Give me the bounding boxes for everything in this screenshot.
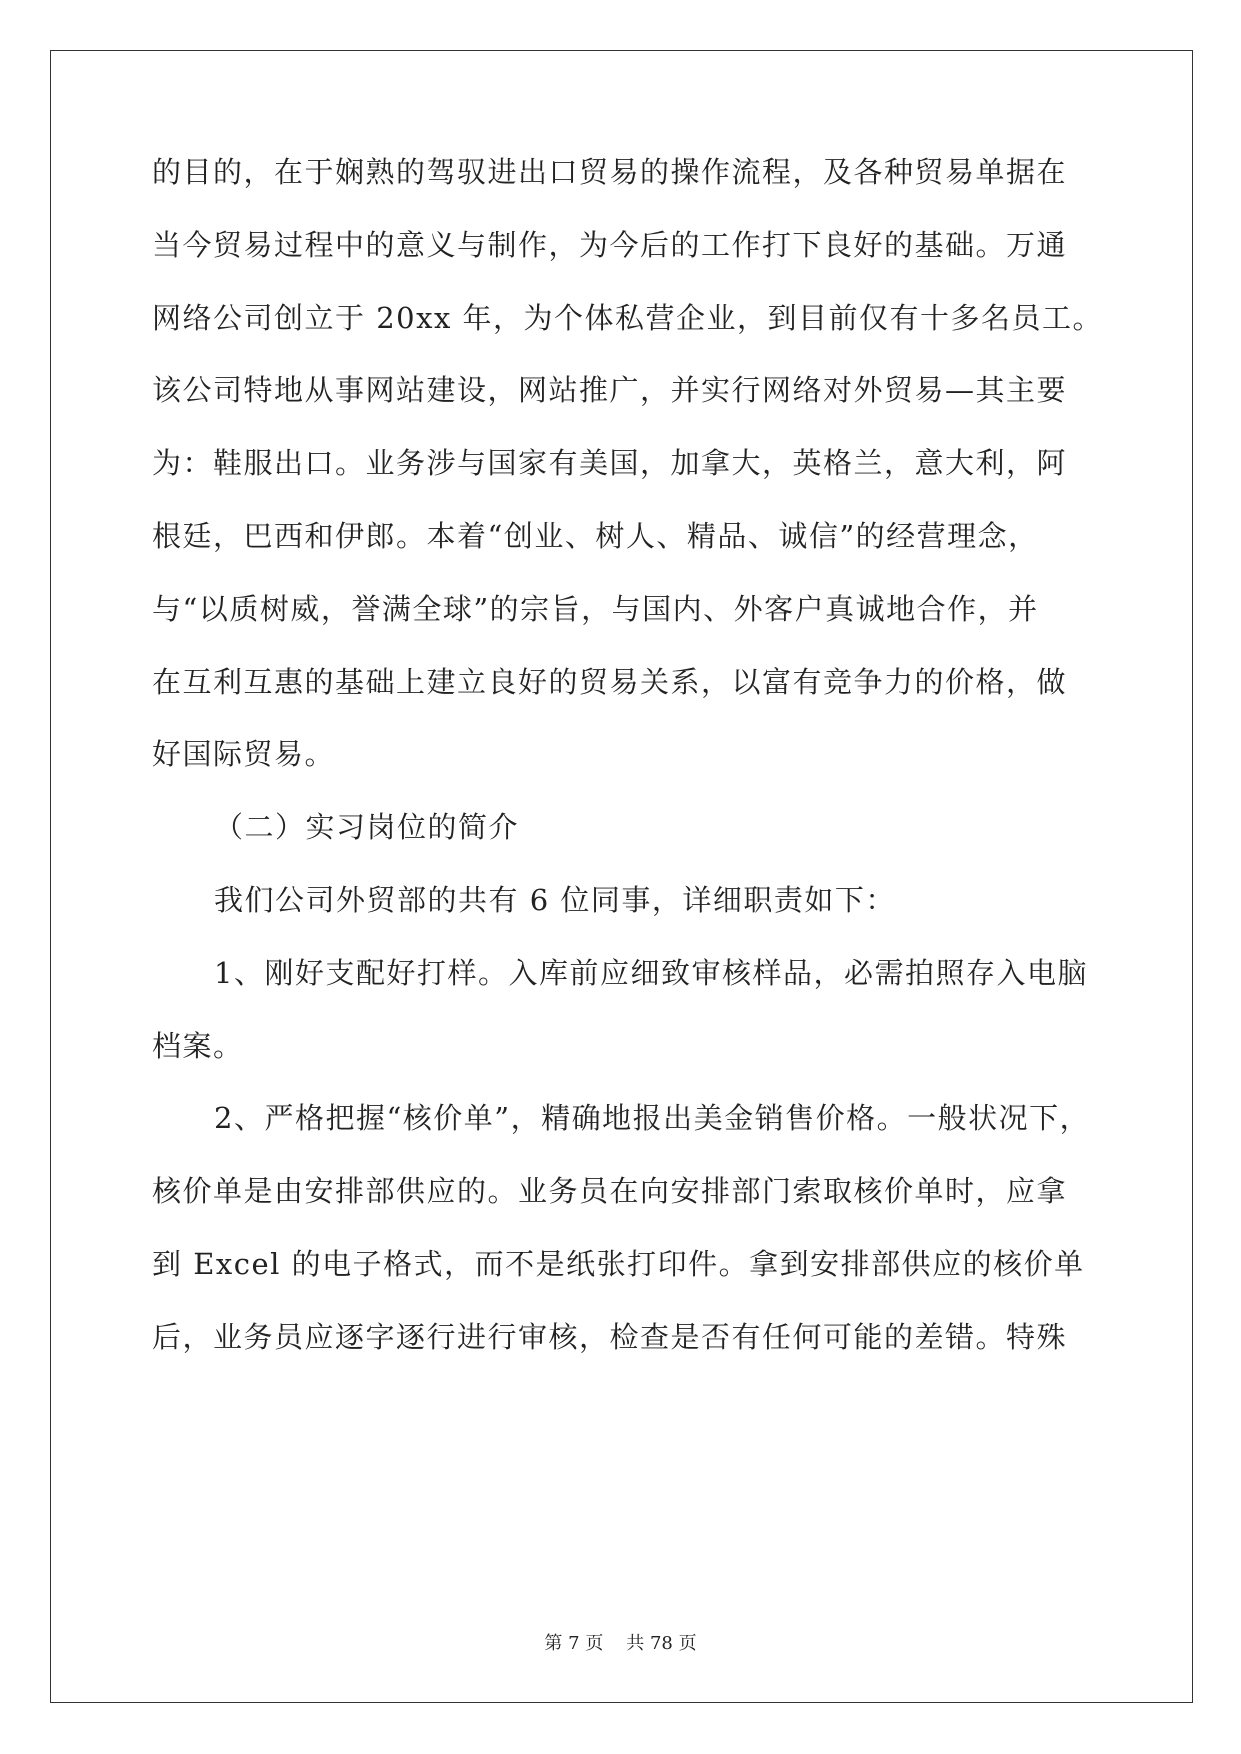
body-line-14: 2、严格把握“核价单”，精确地报出美金销售价格。一般状况下， bbox=[214, 1101, 1091, 1135]
body-line-13: 档案。 bbox=[152, 1029, 244, 1063]
body-line-6: 根廷，巴西和伊郎。本着“创业、树人、精品、诚信”的经营理念， bbox=[152, 519, 1039, 553]
body-line-17: 后，业务员应逐字逐行进行审核，检查是否有任何可能的差错。特殊 bbox=[152, 1320, 1068, 1354]
body-line-3: 网络公司创立于 20xx 年，为个体私营企业，到目前仅有十多名员工。 bbox=[152, 301, 1104, 335]
body-line-16: 到 Excel 的电子格式，而不是纸张打印件。拿到安排部供应的核价单 bbox=[152, 1247, 1085, 1281]
section-heading: （二）实习岗位的简介 bbox=[214, 810, 520, 844]
page-footer bbox=[0, 1632, 1241, 1656]
body-line-5: 为：鞋服出口。业务涉与国家有美国，加拿大，英格兰，意大利，阿 bbox=[152, 446, 1068, 480]
page-total: 共 78 页 bbox=[626, 1633, 697, 1654]
body-line-4: 该公司特地从事网站建设，网站推广，并实行网络对外贸易—其主要 bbox=[152, 373, 1068, 407]
body-line-1: 的目的，在于娴熟的驾驭进出口贸易的操作流程，及各种贸易单据在 bbox=[152, 155, 1068, 189]
body-line-2: 当今贸易过程中的意义与制作，为今后的工作打下良好的基础。万通 bbox=[152, 228, 1068, 262]
page-number: 第 7 页 bbox=[544, 1633, 604, 1654]
body-line-12: 1、刚好支配好打样。入库前应细致审核样品，必需拍照存入电脑 bbox=[214, 956, 1088, 990]
body-line-8: 在互利互惠的基础上建立良好的贸易关系，以富有竞争力的价格，做 bbox=[152, 665, 1068, 699]
body-line-15: 核价单是由安排部供应的。业务员在向安排部门索取核价单时，应拿 bbox=[152, 1174, 1068, 1208]
body-line-9: 好国际贸易。 bbox=[152, 737, 336, 771]
body-line-11: 我们公司外贸部的共有 6 位同事，详细职责如下： bbox=[214, 883, 896, 917]
body-line-7: 与“以质树威，誉满全球”的宗旨，与国内、外客户真诚地合作，并 bbox=[152, 592, 1039, 626]
